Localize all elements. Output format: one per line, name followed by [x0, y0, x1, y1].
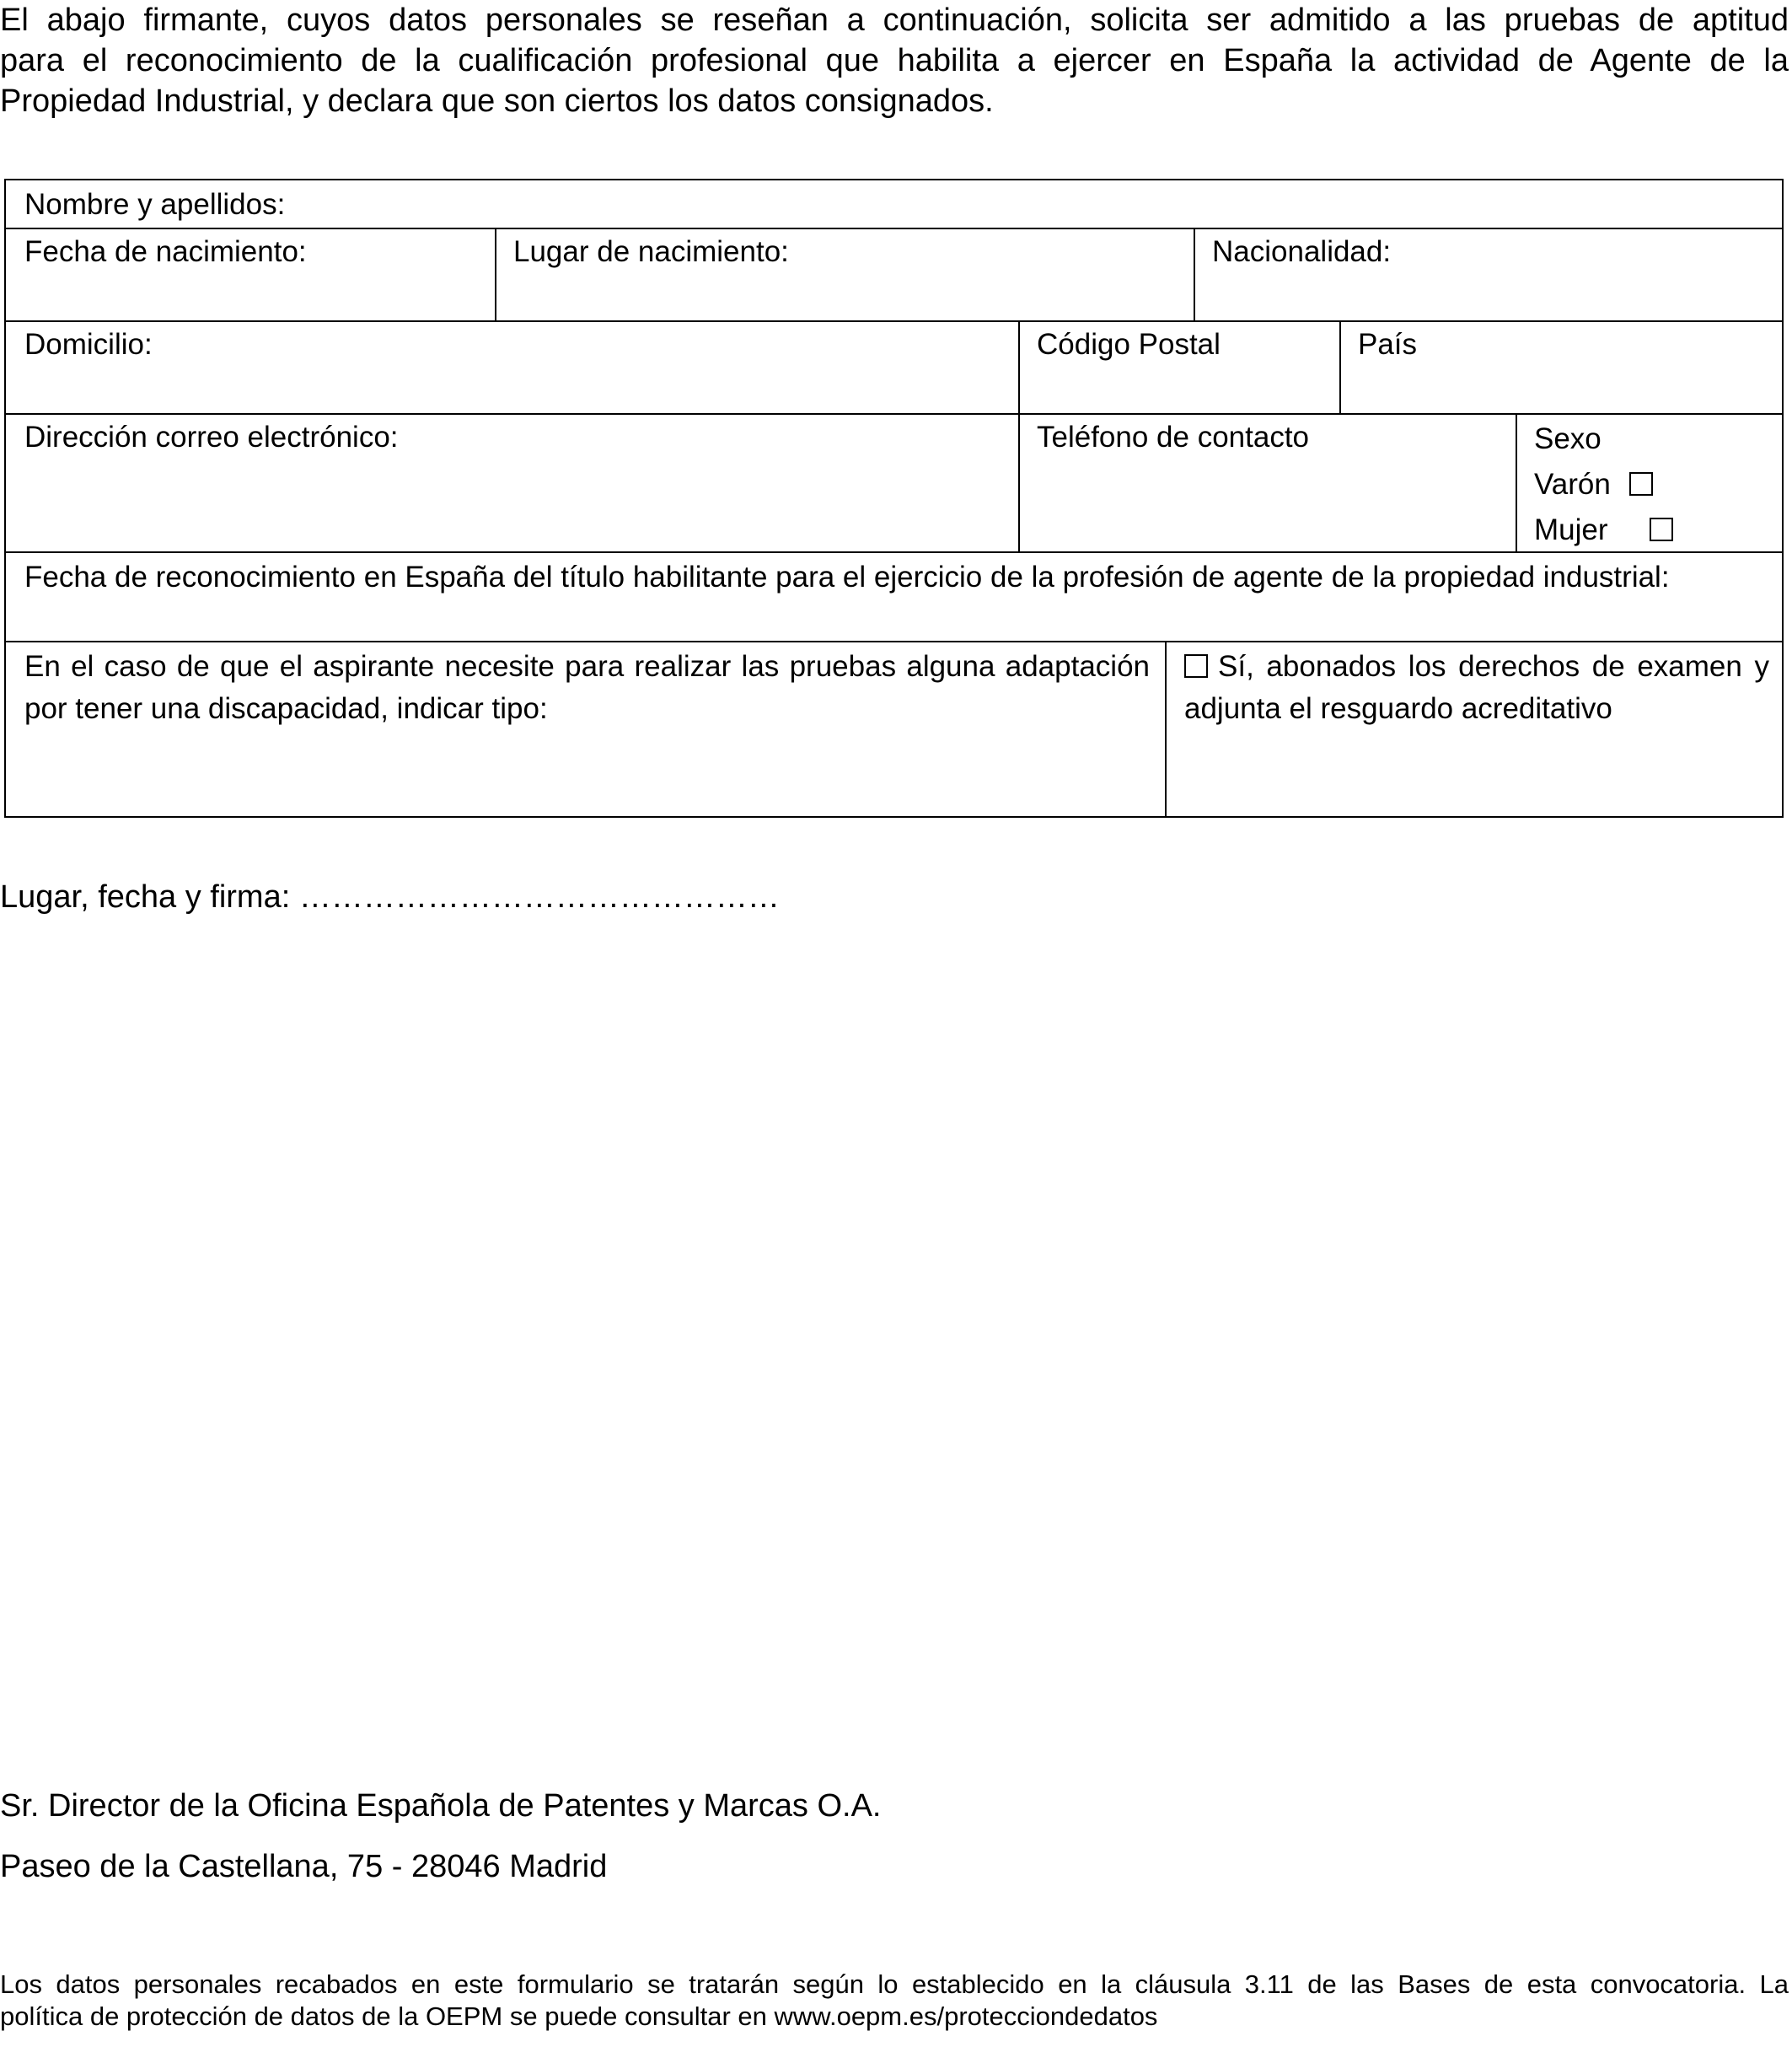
domicilio-field[interactable]	[24, 324, 1011, 411]
recipient-name: Sr. Director de la Oficina Española de Patentes y Marcas O.A.	[0, 1788, 882, 1824]
derechos-option[interactable]	[1184, 646, 1769, 814]
email-label: Dirección correo electrónico:	[24, 421, 399, 454]
row-divider	[6, 228, 1782, 229]
row-divider	[6, 551, 1782, 553]
discapacidad-field[interactable]	[24, 646, 1150, 814]
email-field[interactable]	[24, 416, 1011, 550]
intro-line-1: El abajo firmante, cuyos datos personales se reseñan a continuación, solicita ser admitido a las pruebas de aptitud	[0, 3, 1789, 38]
nombre-label: Nombre y apellidos:	[24, 188, 286, 221]
telefono-field[interactable]	[1037, 416, 1509, 550]
derechos-label: Sí, abonados los derechos de examen y adjunta el resguardo acreditativo	[1184, 650, 1769, 725]
intro-line-3: Propiedad Industrial, y declara que son ciertos los datos consignados.	[0, 83, 994, 119]
col-divider	[1194, 228, 1195, 320]
col-divider	[1018, 320, 1020, 551]
col-divider	[1165, 641, 1167, 818]
sexo-group	[1534, 416, 1779, 550]
codigo-postal-label: Código Postal	[1037, 328, 1221, 361]
intro-paragraph	[0, 0, 1789, 121]
application-form-table	[4, 179, 1784, 818]
col-divider	[1516, 413, 1517, 551]
varon-option[interactable]	[1534, 462, 1779, 508]
signature-dots[interactable]: ………………………………………	[298, 879, 780, 915]
mujer-checkbox[interactable]	[1650, 518, 1673, 541]
footer-line-1: Los datos personales recabados en este formulario se tratarán según lo establecido en la cláusula 3.11 de las Bases de esta convocatoria. La	[0, 1969, 1789, 1999]
domicilio-label: Domicilio:	[24, 328, 153, 361]
derechos-checkbox[interactable]	[1184, 654, 1208, 678]
footer-line-2: política de protección de datos de la OEPM se puede consultar en www.oepm.es/protecciondedatos	[0, 2001, 1158, 2031]
privacy-footer	[0, 1969, 1789, 2033]
varon-checkbox[interactable]	[1629, 472, 1653, 496]
fecha-nacimiento-label: Fecha de nacimiento:	[24, 235, 307, 268]
nombre-field[interactable]	[24, 184, 1761, 228]
lugar-nacimiento-field[interactable]	[513, 231, 1188, 319]
row-divider	[6, 320, 1782, 322]
pais-label: País	[1358, 328, 1418, 361]
lugar-nacimiento-label: Lugar de nacimiento:	[513, 235, 789, 268]
discapacidad-label: En el caso de que el aspirante necesite para realizar las pruebas alguna adaptación por tener una discapacidad, indicar tipo:	[24, 650, 1150, 725]
varon-label: Varón	[1534, 468, 1611, 501]
sexo-label: Sexo	[1534, 422, 1602, 455]
nacionalidad-field[interactable]	[1212, 231, 1768, 319]
signature-line	[0, 877, 780, 917]
row-divider	[6, 641, 1782, 642]
telefono-label: Teléfono de contacto	[1037, 421, 1310, 454]
col-divider	[495, 228, 496, 320]
signature-label: Lugar, fecha y firma:	[0, 879, 291, 915]
intro-line-2: para el reconocimiento de la cualificación profesional que habilita a ejercer en España la actividad de Agente de la	[0, 43, 1789, 78]
col-divider	[1339, 320, 1341, 413]
fecha-reconocimiento-field[interactable]	[24, 556, 1769, 639]
mujer-option[interactable]	[1534, 508, 1779, 553]
mujer-label: Mujer	[1534, 513, 1608, 546]
nacionalidad-label: Nacionalidad:	[1212, 235, 1392, 268]
pais-field[interactable]	[1358, 324, 1771, 411]
codigo-postal-field[interactable]	[1037, 324, 1332, 411]
recipient-address: Paseo de la Castellana, 75 - 28046 Madrid	[0, 1849, 608, 1884]
fecha-reconocimiento-label: Fecha de reconocimiento en España del título habilitante para el ejercicio de la profesión de agente de la propiedad industrial:	[24, 561, 1670, 594]
fecha-nacimiento-field[interactable]	[24, 231, 488, 319]
